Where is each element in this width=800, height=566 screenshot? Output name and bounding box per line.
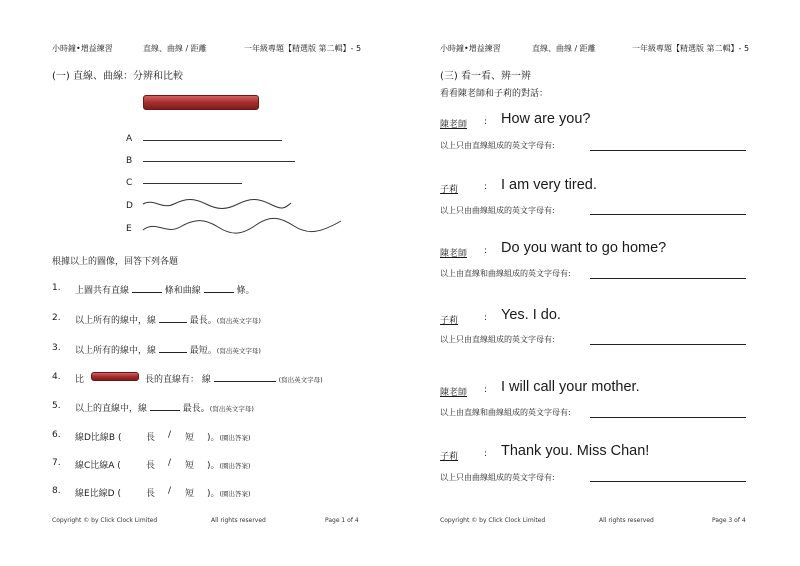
- q3-number: 3.: [52, 343, 61, 353]
- speaker-6: 子莉: [440, 452, 459, 462]
- q5-text-b: 最長。: [182, 404, 210, 414]
- speaker-1: 陳老師: [440, 120, 468, 130]
- dialogue-text-6: Thank you. Miss Chan!: [501, 443, 650, 459]
- q1-blank-curved[interactable]: [204, 292, 234, 293]
- q7-separator: /: [168, 458, 172, 468]
- speaker-colon-3: :: [484, 246, 488, 256]
- straight-line-b: [143, 161, 295, 162]
- q7-note: (圈出答案): [219, 462, 251, 470]
- dialogue-text-1: How are you?: [501, 111, 591, 127]
- header-topic: 直線、曲線 / 距離: [532, 44, 596, 53]
- line-label-a: A: [126, 134, 133, 144]
- question-1: [75, 283, 255, 296]
- dialogue-text-2: I am very tired.: [501, 177, 597, 193]
- answer-prompt-2: 以上只由曲線組成的英文字母有:: [440, 206, 555, 215]
- q7-number: 7.: [52, 458, 61, 468]
- q4-number: 4.: [52, 372, 61, 382]
- speaker-2: 子莉: [440, 185, 459, 195]
- question-2: [75, 313, 261, 326]
- q4-text-b: 長的直線有： 線: [145, 375, 211, 385]
- q8-end: [207, 486, 251, 499]
- answer-prompt-5: 以上由直線和曲線組成的英文字母有:: [440, 408, 571, 417]
- section-title: (三) 看一看、辨一辨: [440, 71, 531, 82]
- q8-number: 8.: [52, 486, 61, 496]
- q6-separator: /: [168, 430, 172, 440]
- q8-option-long[interactable]: 長: [146, 489, 156, 499]
- line-label-c: C: [126, 178, 133, 188]
- q8-close: )。: [207, 489, 220, 499]
- dialogue-text-5: I will call your mother.: [501, 379, 640, 395]
- q8-note: (圈出答案): [219, 490, 251, 498]
- speaker-colon-5: :: [484, 385, 488, 395]
- answer-prompt-1: 以上只由直線組成的英文字母有:: [440, 141, 555, 150]
- q6-option-long[interactable]: 長: [146, 433, 156, 443]
- speaker-5: 陳老師: [440, 388, 468, 398]
- dialogue-text-3: Do you want to go home?: [501, 240, 667, 256]
- curved-line-d: [142, 196, 292, 212]
- straight-line-a: [143, 140, 282, 141]
- footer-rights: All rights reserved: [211, 517, 266, 524]
- q3-note: (寫出英文字母): [216, 347, 261, 355]
- q8-separator: /: [168, 486, 172, 496]
- q2-text-b: 最長。: [189, 316, 217, 326]
- q6-option-short[interactable]: 短: [185, 433, 195, 443]
- line-label-e: E: [126, 224, 132, 234]
- line-label-d: D: [126, 201, 133, 211]
- q6-text: 線D比線B (: [75, 433, 122, 443]
- q7-end: [207, 458, 251, 471]
- header-brand: 小時鐘•增益練習: [52, 44, 113, 53]
- q5-text-a: 以上的直線中，線: [75, 404, 148, 414]
- answer-prompt-4: 以上只由直線組成的英文字母有:: [440, 335, 555, 344]
- q2-blank[interactable]: [159, 322, 187, 323]
- q1-text-b: 條和曲線: [164, 286, 201, 296]
- answer-line-1[interactable]: [590, 150, 746, 151]
- q6-close: )。: [207, 433, 220, 443]
- q8-text: 線E比線D (: [75, 489, 121, 499]
- q1-blank-straight[interactable]: [132, 292, 162, 293]
- q3-blank[interactable]: [159, 352, 187, 353]
- answer-prompt-3: 以上由直線和曲線組成的英文字母有:: [440, 269, 571, 278]
- q4-text-a: 比: [75, 375, 85, 385]
- answer-line-5[interactable]: [590, 417, 746, 418]
- question-5: [75, 401, 254, 414]
- q7-option-short[interactable]: 短: [185, 461, 195, 471]
- q3-text-b: 最短。: [189, 346, 217, 356]
- curved-line-e: [142, 215, 342, 237]
- question-3: [75, 343, 261, 356]
- ruler-image: [143, 95, 259, 110]
- speaker-4: 子莉: [440, 316, 459, 326]
- q4-ruler-image: [91, 372, 139, 381]
- q5-blank[interactable]: [150, 410, 180, 411]
- q6-note: (圈出答案): [219, 434, 251, 442]
- speaker-colon-4: :: [484, 313, 488, 323]
- q5-number: 5.: [52, 401, 61, 411]
- instruction: 根據以上的圖像，回答下列各題: [52, 257, 179, 267]
- answer-line-4[interactable]: [590, 344, 746, 345]
- q7-option-long[interactable]: 長: [146, 461, 156, 471]
- straight-line-c: [143, 183, 242, 184]
- question-4: [145, 372, 323, 385]
- q4-blank[interactable]: [214, 381, 276, 382]
- q1-number: 1.: [52, 283, 61, 293]
- q6-end: [207, 430, 251, 443]
- speaker-colon-1: :: [484, 117, 488, 127]
- q1-text-c: 條。: [236, 286, 255, 296]
- speaker-colon-2: :: [484, 182, 488, 192]
- header-grade: 一年級專題【精選版 第二輯】- 5: [244, 44, 362, 53]
- line-label-b: B: [126, 156, 133, 166]
- footer-rights: All rights reserved: [599, 517, 654, 524]
- speaker-colon-6: :: [484, 449, 488, 459]
- q7-close: )。: [207, 461, 220, 471]
- header-grade: 一年級專題【精選版 第二輯】- 5: [632, 44, 750, 53]
- q1-text-a: 上圖共有直線: [75, 286, 130, 296]
- footer-copyright: Copyright © by Click Clock Limited: [440, 517, 546, 524]
- footer-page-number: Page 1 of 4: [325, 517, 359, 524]
- answer-prompt-6: 以上只由曲線組成的英文字母有:: [440, 473, 555, 482]
- answer-line-6[interactable]: [590, 481, 746, 482]
- dialogue-text-4: Yes. I do.: [501, 307, 561, 323]
- q6-number: 6.: [52, 430, 61, 440]
- q5-note: (寫出英文字母): [209, 405, 254, 413]
- q4-note: (寫出英文字母): [278, 376, 323, 384]
- q3-text-a: 以上所有的線中，線: [75, 346, 157, 356]
- q8-option-short[interactable]: 短: [185, 489, 195, 499]
- section-title: (一) 直線、曲線：分辨和比較: [52, 71, 183, 82]
- dialogue-intro: 看看陳老師和子莉的對話：: [440, 89, 549, 99]
- q2-text-a: 以上所有的線中，線: [75, 316, 157, 326]
- answer-line-2[interactable]: [590, 214, 746, 215]
- answer-line-3[interactable]: [590, 278, 746, 279]
- speaker-3: 陳老師: [440, 249, 468, 259]
- q2-number: 2.: [52, 313, 61, 323]
- header-topic: 直線、曲線 / 距離: [143, 44, 207, 53]
- q7-text: 線C比線A (: [75, 461, 121, 471]
- footer-page-number: Page 3 of 4: [712, 517, 746, 524]
- header-brand: 小時鐘•增益練習: [440, 44, 501, 53]
- worksheet-page-3: [400, 0, 800, 566]
- q2-note: (寫出英文字母): [216, 317, 261, 325]
- footer-copyright: Copyright © by Click Clock Limited: [52, 517, 158, 524]
